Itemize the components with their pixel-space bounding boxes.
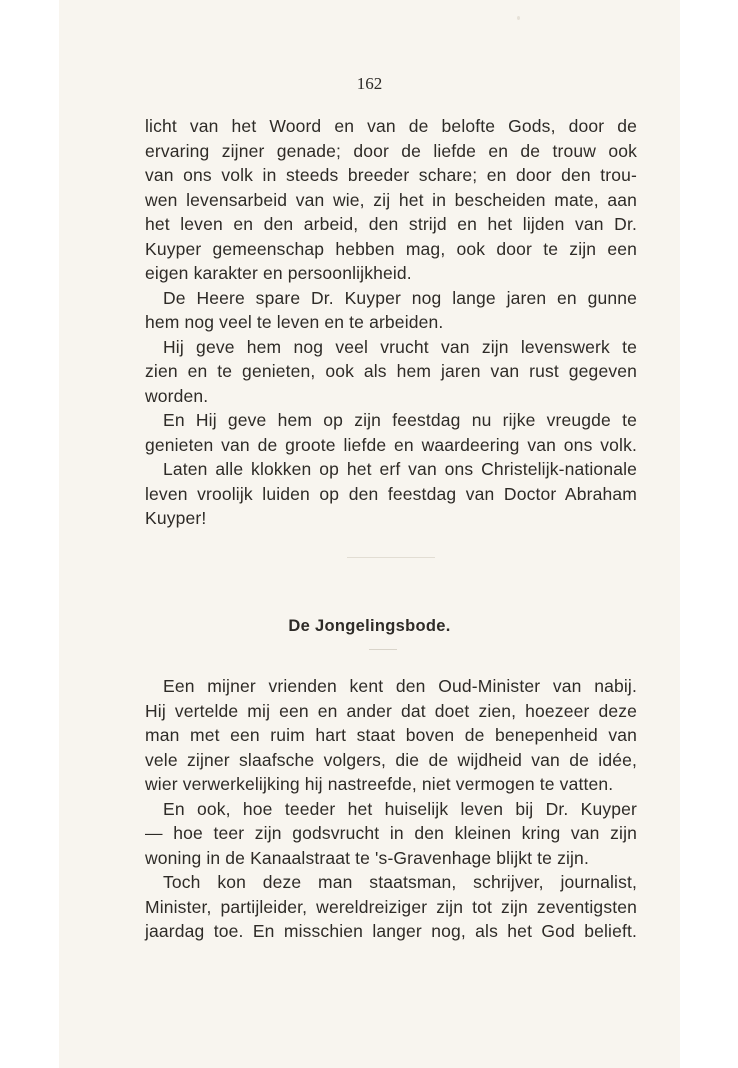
text-line: Kuyper! [145, 508, 207, 528]
section-divider [347, 557, 435, 558]
text-line: hem nog veel te leven en te arbeiden. [145, 312, 444, 332]
text-line: En ook, hoe teeder het huiselijk leven bij Dr. Kuyper [163, 798, 637, 819]
text-line: De Heere spare Dr. Kuyper nog lange jaren en gunne [163, 287, 637, 308]
text-line: En Hij geve hem op zijn feestdag nu rijke vreugde te [163, 410, 637, 430]
section-heading: De Jongelingsbode. [288, 617, 451, 635]
text-line: genieten van de groote liefde en waardeering van ons volk. [145, 434, 637, 455]
text-line: wen levensarbeid van wie, zij het in bescheiden mate, aan [145, 189, 637, 210]
text-line: jaardag toe. En misschien langer nog, als het God belieft. [145, 921, 637, 941]
text-line: eigen karakter en persoonlijkheid. [145, 263, 412, 283]
text-line: licht van het Woord en van de belofte Gods, door de [145, 116, 637, 136]
text-line: worden. [145, 385, 209, 406]
page-number: 162 [356, 74, 383, 93]
text-line: Minister, partijleider, wereldreiziger zijn tot zijn zeventigsten [145, 896, 637, 917]
text-line: leven vroolijk luiden op den feestdag van Doctor Abraham [145, 483, 637, 504]
text-line: Kuyper gemeenschap hebben mag, ook door te zijn een [145, 238, 637, 259]
text-line: ervaring zijner genade; door de liefde en de trouw ook [145, 140, 637, 161]
text-line: het leven en den arbeid, den strijd en het lijden van Dr. [145, 214, 637, 234]
text-line: Hij geve hem nog veel vrucht van zijn levenswerk te [163, 336, 637, 357]
heading-underline [369, 649, 397, 650]
paragraph-block-2 [145, 674, 637, 944]
text-line: Laten alle klokken op het erf van ons Christelijk-nationale [163, 459, 637, 479]
paper-speck [517, 16, 520, 20]
book-page [59, 0, 680, 1068]
text-line: vele zijner slaafsche volgers, die de wijdheid van de idée, [145, 749, 637, 770]
text-line: Hij vertelde mij een en ander dat doet zien, hoezeer deze [145, 700, 637, 721]
text-line: Toch kon deze man staatsman, schrijver, journalist, [163, 872, 637, 892]
text-line: Een mijner vrienden kent den Oud-Minister van nabij. [163, 676, 637, 696]
paragraph-block-1 [145, 114, 637, 531]
text-line: woning in de Kanaalstraat te 's-Gravenhage blijkt te zijn. [145, 847, 589, 868]
text-line: wier verwerkelijking hij nastreefde, niet vermogen te vatten. [145, 774, 614, 794]
text-line: van ons volk in steeds breeder schare; en door den trou- [145, 165, 637, 185]
text-line: zien en te genieten, ook als hem jaren van rust gegeven [145, 361, 637, 381]
text-line: man met een ruim hart staat boven de benepenheid van [145, 725, 637, 745]
text-line: — hoe teer zijn godsvrucht in den kleinen kring van zijn [145, 823, 637, 843]
